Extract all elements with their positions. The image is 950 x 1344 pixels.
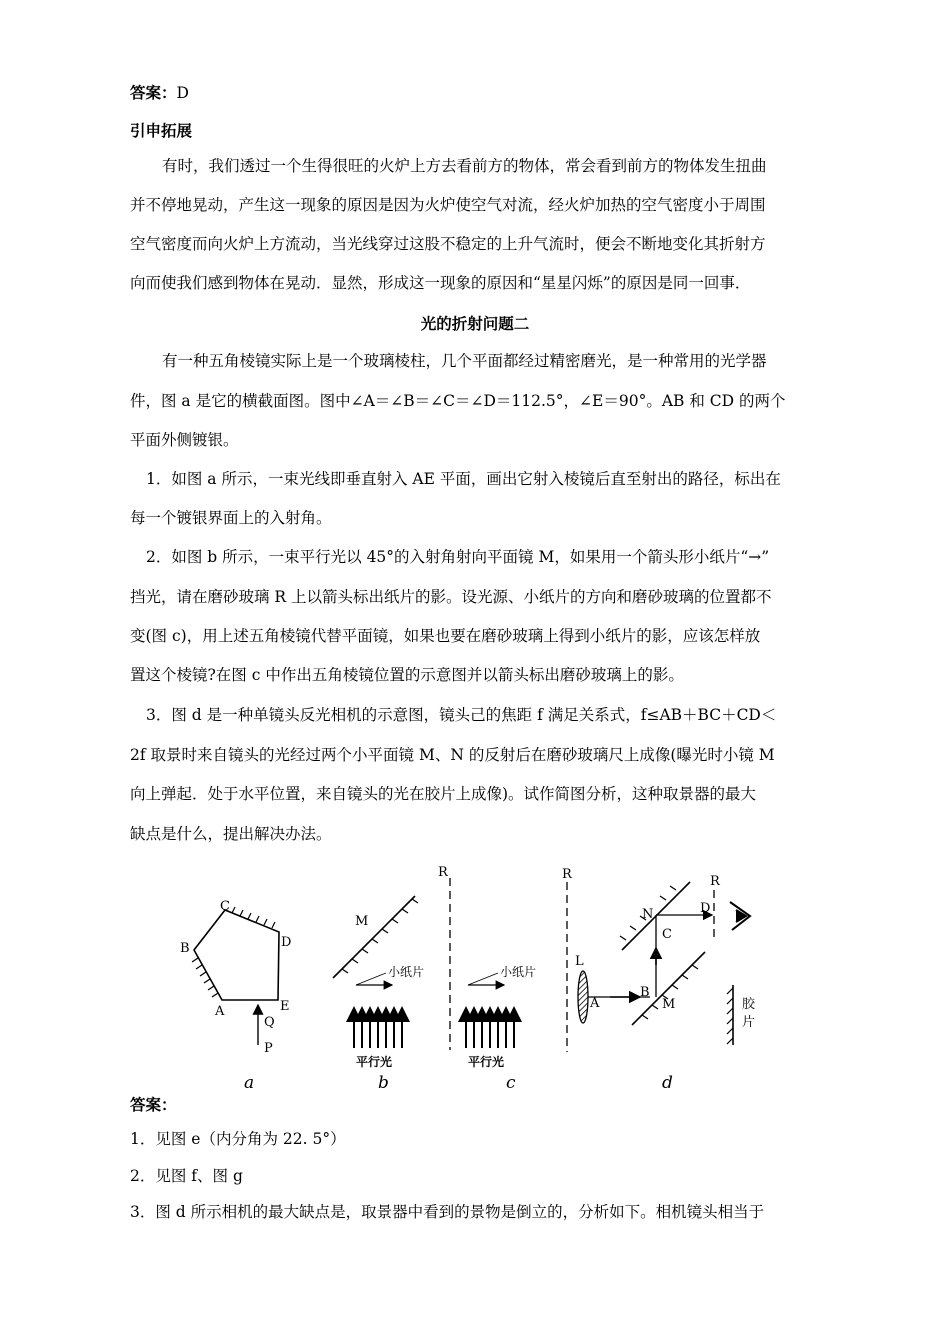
caption-a: a bbox=[244, 1073, 255, 1093]
question-2-line: 挡光，请在磨砂玻璃 R 上以箭头标出纸片的影。设光源、小纸片的方向和磨砂玻璃的位置都不 bbox=[130, 588, 772, 606]
answer2-line: 1．见图 e（内分角为 22. 5°） bbox=[130, 1130, 346, 1148]
label-d-C: C bbox=[662, 927, 672, 942]
figure-d-camera bbox=[562, 867, 756, 1093]
eye-icon bbox=[730, 902, 750, 930]
label-b-M: M bbox=[355, 914, 369, 929]
label-a-C: C bbox=[220, 899, 230, 914]
question-2-line: 2．如图 b 所示，一束平行光以 45°的入射角射向平面镜 M，如果用一个箭头形小纸片“→” bbox=[146, 548, 770, 566]
label-d-D: D bbox=[700, 901, 711, 916]
label-d-M: M bbox=[662, 997, 676, 1012]
label-c-light: 平行光 bbox=[468, 1055, 505, 1069]
label-d-A: A bbox=[590, 996, 600, 1011]
caption-b: b bbox=[378, 1073, 389, 1093]
question-2-line: 置这个棱镜?在图 c 中作出五角棱镜位置的示意图并以箭头标出磨砂玻璃上的影。 bbox=[130, 666, 684, 684]
extension-paragraph-line: 并不停地晃动，产生这一现象的原因是因为火炉使空气对流，经火炉加热的空气密度小于周围 bbox=[130, 196, 766, 214]
answer2-label: 答案： bbox=[130, 1096, 177, 1114]
extension-paragraph-line: 有时，我们透过一个生得很旺的火炉上方去看前方的物体，常会看到前方的物体发生扭曲 bbox=[162, 157, 767, 175]
problem-title: 光的折射问题二 bbox=[420, 315, 530, 333]
question-3-line: 缺点是什么，提出解决办法。 bbox=[130, 825, 332, 843]
optics-figure bbox=[170, 860, 790, 1100]
label-b-paper: 小纸片 bbox=[388, 965, 425, 979]
label-a-E: E bbox=[280, 999, 290, 1014]
question-2-line: 变(图 c)，用上述五角棱镜代替平面镜，如果也要在磨砂玻璃上得到小纸片的影，应该怎样放 bbox=[130, 627, 761, 645]
label-d-N: N bbox=[642, 907, 654, 922]
label-d-R2: R bbox=[710, 874, 720, 889]
question-1-line: 1．如图 a 所示，一束光线即垂直射入 AE 平面，画出它射入棱镜后直至射出的路径，标出在 bbox=[146, 470, 781, 488]
answer-line bbox=[130, 82, 189, 104]
label-b-R: R bbox=[438, 865, 448, 880]
label-d-L: L bbox=[575, 954, 584, 969]
figure-a-pentaprism bbox=[180, 899, 291, 1093]
problem-intro-line: 有一种五角棱镜实际上是一个玻璃棱柱，几个平面都经过精密磨光，是一种常用的光学器 bbox=[162, 352, 767, 370]
answer-value: D bbox=[176, 84, 189, 102]
question-3-line: 向上弹起．处于水平位置，来自镜头的光在胶片上成像)。试作简图分析，这种取景器的最大 bbox=[130, 785, 757, 803]
question-3-line: 3．图 d 是一种单镜头反光相机的示意图，镜头己的焦距 f 满足关系式，f≤AB＋BC＋CD＜ bbox=[146, 706, 777, 724]
label-b-light: 平行光 bbox=[356, 1055, 393, 1069]
extension-paragraph-line: 向而使我们感到物体在晃动．显然，形成这一现象的原因和“星星闪烁”的原因是同一回事． bbox=[130, 274, 751, 292]
label-a-Q: Q bbox=[264, 1015, 275, 1030]
question-1-line: 每一个镀银界面上的入射角。 bbox=[130, 509, 332, 527]
problem-intro-line: 平面外侧镀银。 bbox=[130, 431, 239, 449]
label-d-film2: 片 bbox=[742, 1015, 756, 1030]
caption-c: c bbox=[506, 1073, 516, 1093]
question-3-line: 2f 取景时来自镜头的光经过两个小平面镜 M、N 的反射后在磨砂玻璃尺上成像(曝光时小镜 M bbox=[130, 746, 775, 764]
extension-heading: 引申拓展 bbox=[130, 122, 193, 140]
label-d-B: B bbox=[640, 985, 650, 1000]
label-c-paper: 小纸片 bbox=[500, 965, 537, 979]
label-d-R1: R bbox=[562, 867, 572, 882]
answer2-line: 2．见图 f、图 g bbox=[130, 1167, 243, 1185]
extension-paragraph-line: 空气密度而向火炉上方流动，当光线穿过这股不稳定的上升气流时，便会不断地变化其折射方 bbox=[130, 235, 766, 253]
answer2-line: 3．图 d 所示相机的最大缺点是，取景器中看到的景物是倒立的，分析如下。相机镜头相当于 bbox=[130, 1203, 765, 1221]
figure-b bbox=[333, 865, 450, 1093]
label-a-P: P bbox=[264, 1041, 273, 1056]
label-a-B: B bbox=[180, 941, 190, 956]
label-a-A: A bbox=[215, 1004, 225, 1019]
label-a-D: D bbox=[281, 935, 292, 950]
problem-intro-line: 件，图 a 是它的横截面图。图中∠A＝∠B＝∠C＝∠D＝112.5°，∠E＝90°。AB 和 CD 的两个 bbox=[130, 392, 786, 410]
caption-d: d bbox=[662, 1073, 673, 1093]
figure-c bbox=[466, 964, 536, 1093]
answer-label: 答案： bbox=[130, 84, 177, 102]
label-d-film1: 胶 bbox=[742, 997, 756, 1012]
